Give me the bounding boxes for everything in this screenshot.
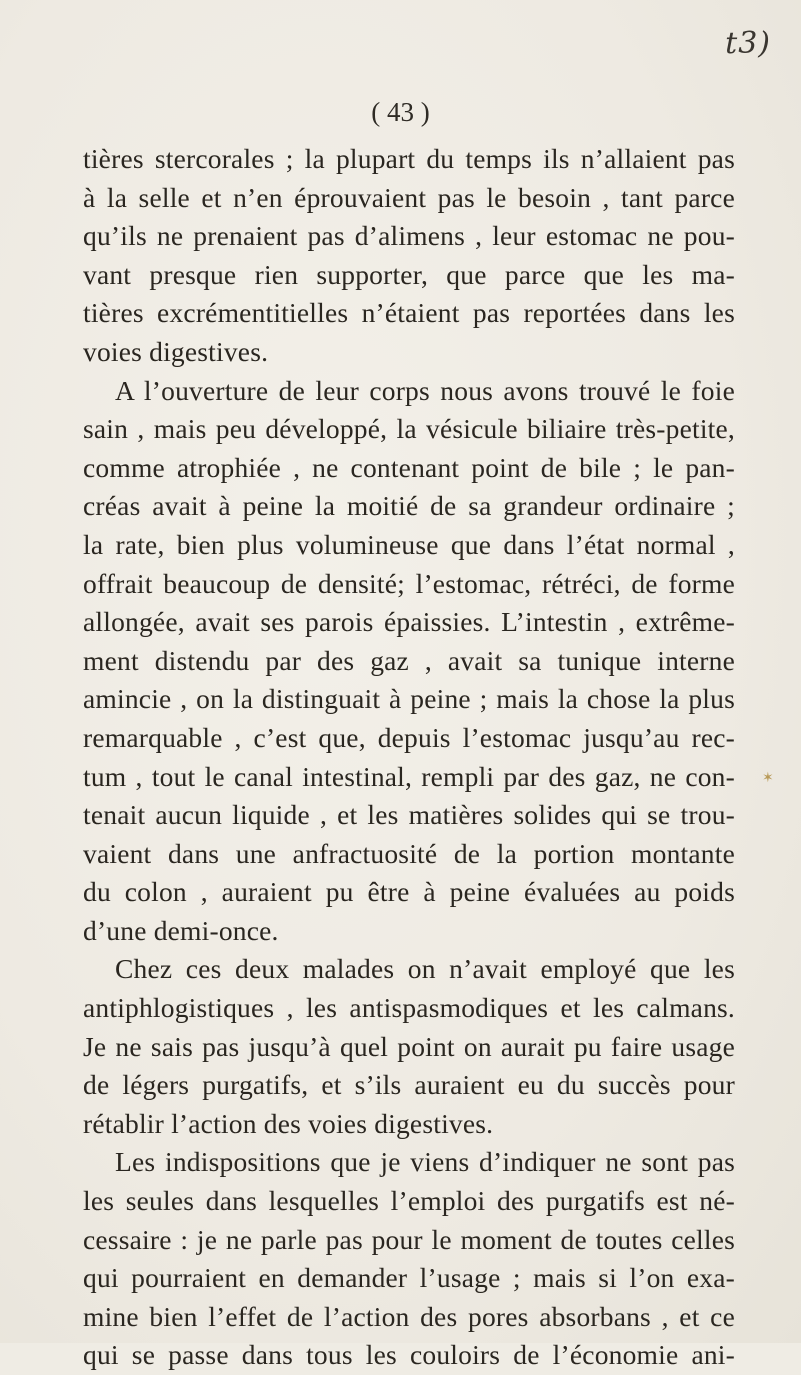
text-line: à la selle et n’en éprouvaient pas le besoin , tant parce [83,181,735,213]
text-line: rétablir l’action des voies digestives. [83,1107,494,1139]
text-line: ment distendu par des gaz , avait sa tunique interne [83,644,735,676]
handwritten-folio-mark: t3) [725,26,771,61]
text-line: allongée, avait ses parois épaissies. L’intestin , extrême- [83,606,735,638]
text-line: la rate, bien plus volumineuse que dans l’état normal , [83,528,735,560]
text-line: mine bien l’effet de l’action des pores absorbans , et ce [83,1300,735,1332]
text-line: tières excrémentitielles n’étaient pas reportées dans les [83,297,735,329]
text-line: voies digestives. [83,335,269,367]
text-line: comme atrophiée , ne contenant point de bile ; le pan- [83,451,735,483]
text-line: remarquable , c’est que, depuis l’estomac jusqu’au rec- [83,721,735,753]
text-line: offrait beaucoup de densité; l’estomac, rétréci, de forme [83,567,735,599]
text-line: qu’ils ne prenaient pas d’alimens , leur estomac ne pou- [83,220,735,252]
text-line: d’une demi-once. [83,914,279,946]
text-line: vant presque rien supporter, que parce que les ma- [83,258,735,290]
text-line: tières stercorales ; la plupart du temps ils n’allaient pas [83,143,735,174]
text-line: antiphlogistiques , les antispasmodiques et les calmans. [83,992,735,1024]
text-line: cessaire : je ne parle pas pour le moment de toutes celles [83,1223,735,1255]
text-line: qui pourraient en demander l’usage ; mais si l’on exa- [83,1262,735,1294]
page-number-header: ( 43 ) [371,97,430,127]
paper-speck-icon: ✶ [762,771,774,786]
text-line: vaient dans une anfractuosité de la portion montante [83,837,735,869]
body-text [83,140,735,1375]
text-line: de légers purgatifs, et s’ils auraient eu du succès pour [83,1069,735,1101]
text-line: A l’ouverture de leur corps nous avons trouvé le foie [115,374,735,406]
text-line: qui se passe dans tous les couloirs de l’économie ani- [83,1339,735,1371]
text-line: tum , tout le canal intestinal, rempli par des gaz, ne con- [83,760,735,792]
text-line: Les indispositions que je viens d’indiquer ne sont pas [115,1146,735,1178]
text-line: sain , mais peu développé, la vésicule biliaire très-petite, [83,413,735,445]
text-line: Chez ces deux malades on n’avait employé que les [115,953,735,985]
text-line: amincie , on la distinguait à peine ; mais la chose la plus [83,683,735,715]
text-line: du colon , auraient pu être à peine évaluées au poids [83,876,735,908]
text-line: créas avait à peine la moitié de sa grandeur ordinaire ; [83,490,735,522]
text-line: les seules dans lesquelles l’emploi des purgatifs est né- [83,1185,735,1217]
text-line: tenait aucun liquide , et les matières solides qui se trou- [83,799,735,831]
text-line: Je ne sais pas jusqu’à quel point on aurait pu faire usage [83,1030,735,1062]
